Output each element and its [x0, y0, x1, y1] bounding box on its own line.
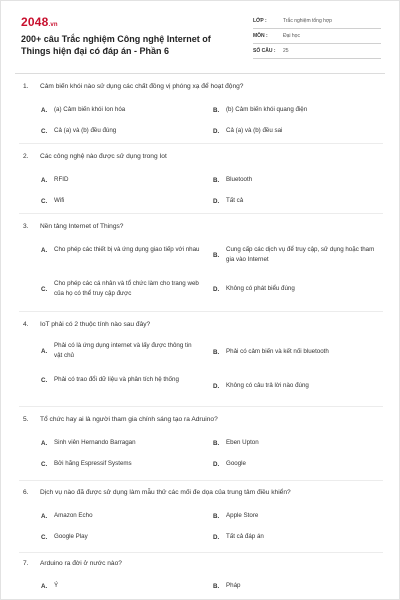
meta-value: Trắc nghiệm tổng hợp: [283, 18, 332, 24]
meta-row-subject: [253, 29, 381, 44]
option-c[interactable]: C. Wifi: [41, 197, 65, 205]
meta-value: 25: [283, 48, 289, 54]
option-b[interactable]: B. (b) Cảm biến khói quang điện: [213, 106, 308, 114]
option-d[interactable]: D. Không có câu trả lời nào đúng: [213, 382, 309, 390]
option-b[interactable]: B. Eben Upton: [213, 439, 259, 447]
option-a[interactable]: A. Ý: [41, 582, 59, 590]
meta-row-question-count: [253, 44, 381, 59]
option-b[interactable]: B. Pháp: [213, 582, 241, 590]
meta-key: LỚP :: [253, 18, 267, 24]
site-logo[interactable]: [21, 15, 58, 29]
question-text: 6. Dịch vụ nào đã được sử dụng làm mẫu thử các mối đe dọa của trung tâm điều khiển?: [23, 489, 291, 496]
document-meta-table: [253, 14, 381, 59]
question-text: 4. IoT phải có 2 thuộc tính nào sau đây?: [23, 321, 151, 328]
option-c[interactable]: C. Phải có trao đổi dữ liệu và phân tích hệ thống: [41, 376, 179, 384]
option-b[interactable]: B. Bluetooth: [213, 176, 253, 184]
option-d[interactable]: D. Tất cả: [213, 197, 244, 205]
option-c[interactable]: C. Cả (a) và (b) đều đúng: [41, 127, 117, 135]
option-a[interactable]: A. Amazon Echo: [41, 512, 93, 520]
option-c[interactable]: C. Bởi hãng Espressif Systems: [41, 460, 132, 468]
logo-main-text: 2048: [21, 15, 49, 29]
option-d[interactable]: D. Không có phát biểu đúng: [213, 285, 295, 293]
meta-key: SỐ CÂU :: [253, 48, 276, 54]
option-b[interactable]: B. Cung cấp các dịch vụ để truy cập, sử dụng hoặc tham gia vào Internet: [213, 246, 375, 263]
option-a[interactable]: A. (a) Cảm biến khói Ion hóa: [41, 106, 126, 114]
meta-value: Đại học: [283, 33, 300, 39]
option-c[interactable]: C. Google Play: [41, 533, 88, 541]
option-b[interactable]: B. Apple Store: [213, 512, 259, 520]
question-separator: [19, 311, 383, 312]
question-text: 7. Arduino ra đời ở nước nào?: [23, 560, 122, 567]
question-text: 5. Tổ chức hay ai là người tham gia chính sáng tạo ra Adruino?: [23, 416, 218, 423]
meta-key: MÔN :: [253, 33, 268, 39]
question-text: 3. Nền tảng Internet of Things?: [23, 223, 124, 230]
option-c[interactable]: C. Cho phép các cá nhân và tổ chức làm cho trang web của họ có thể truy cập được: [41, 280, 199, 297]
question-text: 2. Các công nghệ nào được sử dụng trong Iot: [23, 153, 167, 160]
question-separator: [19, 480, 383, 481]
meta-row-class: [253, 14, 381, 29]
option-a[interactable]: A. Phải có là ứng dụng internet và lấy được thông tin vật chủ: [41, 342, 192, 359]
question-separator: [19, 143, 383, 144]
header-divider: [15, 73, 385, 74]
logo-suffix-text: .vn: [48, 22, 58, 28]
option-b[interactable]: B. Phải có cảm biến và kết nối bluetooth: [213, 348, 329, 356]
question-separator: [19, 213, 383, 214]
option-a[interactable]: A. Sinh viên Hernando Barragan: [41, 439, 136, 447]
question-separator: [19, 406, 383, 407]
question-text: 1. Cảm biến khói nào sử dụng các chất đồng vị phóng xạ để hoạt động?: [23, 83, 244, 90]
option-d[interactable]: D. Tất cả đáp án: [213, 533, 264, 541]
option-d[interactable]: D. Cả (a) và (b) đều sai: [213, 127, 283, 135]
option-d[interactable]: D. Google: [213, 460, 246, 468]
question-separator: [19, 552, 383, 553]
option-a[interactable]: A. Cho phép các thiết bị và ứng dụng giao tiếp với nhau: [41, 246, 200, 254]
option-a[interactable]: A. RFID: [41, 176, 69, 184]
document-title: 200+ câu Trắc nghiệm Công nghệ Internet of Things hiện đại có đáp án - Phần 6: [21, 34, 211, 56]
